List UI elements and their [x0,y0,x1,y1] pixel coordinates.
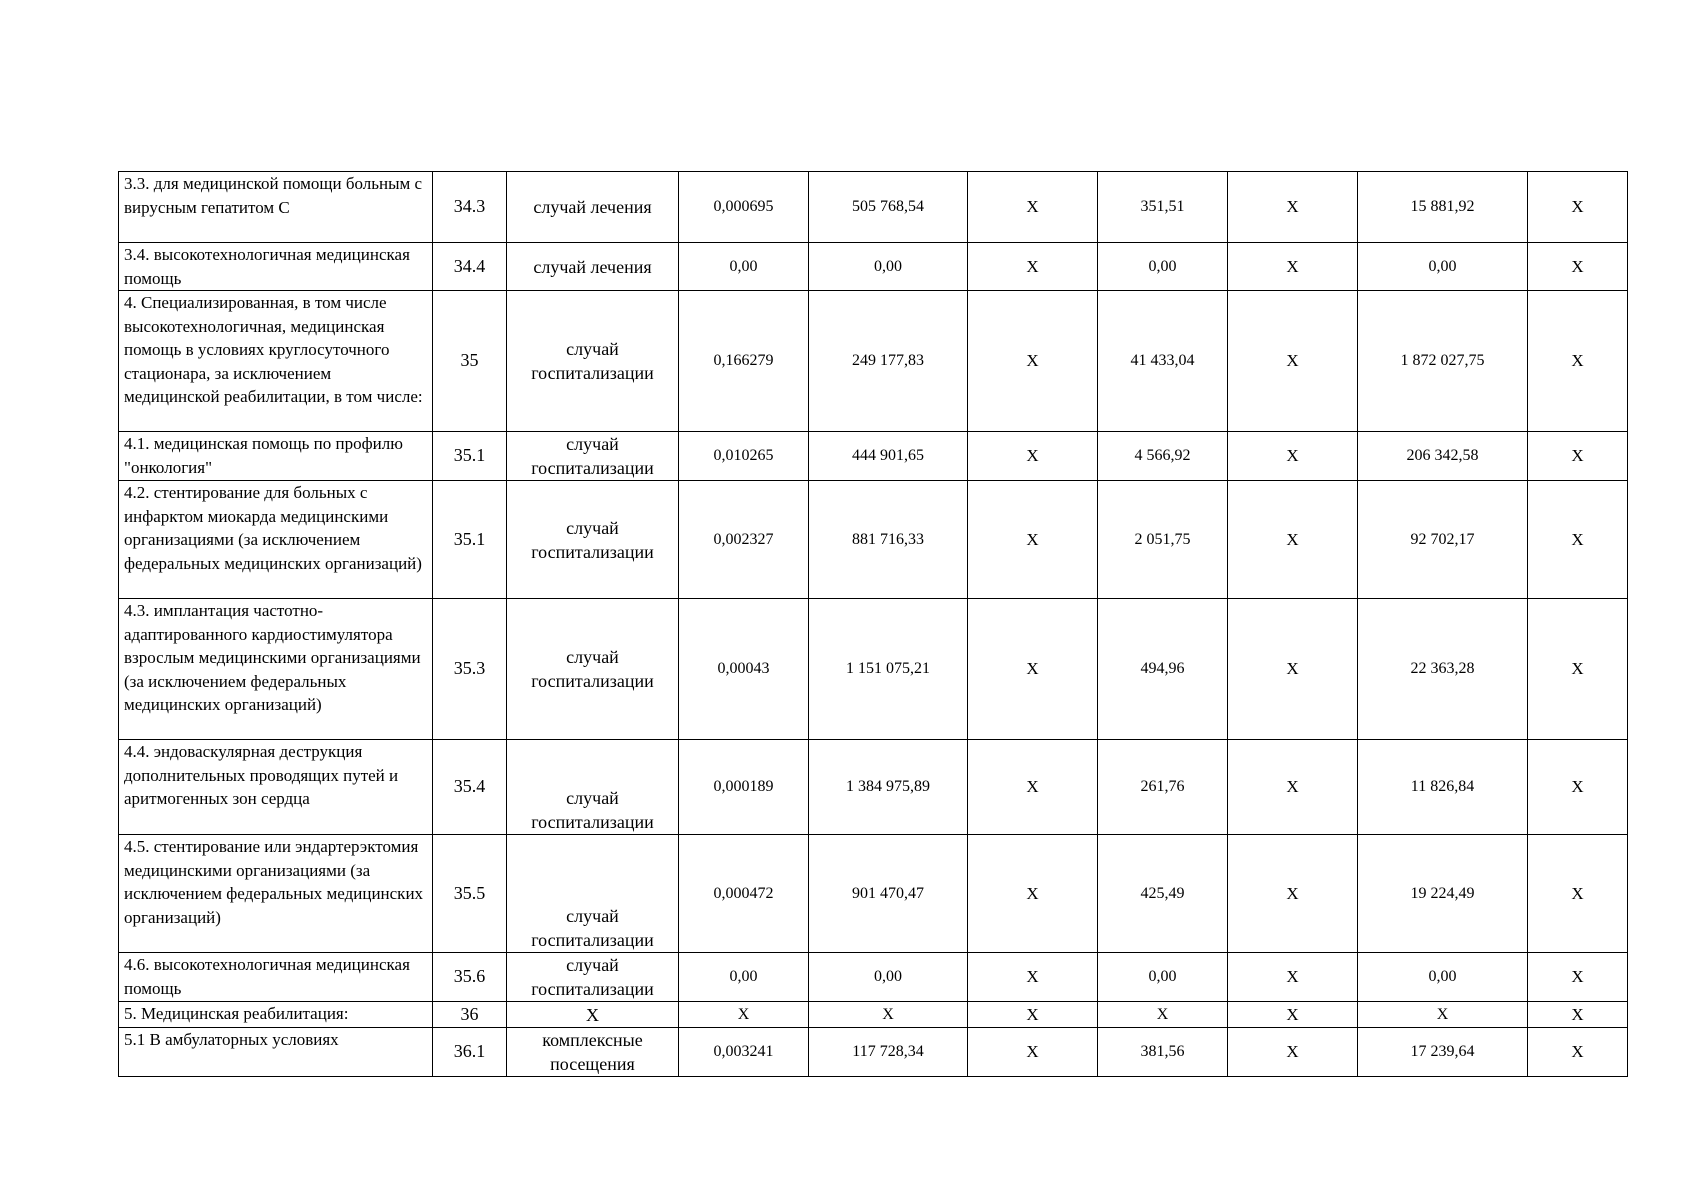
row-value-1: 0,000472 [679,835,809,953]
row-value-1: 0,166279 [679,291,809,432]
row-value-7: X [1528,835,1628,953]
row-value-4: 2 051,75 [1098,481,1228,599]
table-row [119,243,1628,291]
table-row [119,291,1628,432]
row-value-2: 249 177,83 [809,291,968,432]
row-value-3: X [968,1002,1098,1028]
row-value-7: X [1528,953,1628,1002]
row-value-2: 0,00 [809,243,968,291]
row-value-1: 0,00 [679,243,809,291]
row-value-5: X [1228,740,1358,835]
row-value-6: 1 872 027,75 [1358,291,1528,432]
row-unit: случай госпитализации [507,599,679,740]
row-code: 35.6 [433,953,507,1002]
row-value-2: 1 384 975,89 [809,740,968,835]
row-value-1: 0,000695 [679,172,809,243]
row-name: 4.6. высокотехнологичная медицинская помощь [119,953,433,1002]
row-value-3: X [968,243,1098,291]
row-name: 4.5. стентирование или эндартерэктомия медицинскими организациями (за исключением федеральных медицинских организаций) [119,835,433,953]
row-value-3: X [968,740,1098,835]
row-value-7: X [1528,432,1628,481]
row-value-7: X [1528,599,1628,740]
row-value-2: 901 470,47 [809,835,968,953]
row-value-5: X [1228,835,1358,953]
row-code: 35.3 [433,599,507,740]
row-name: 4.2. стентирование для больных с инфарктом миокарда медицинскими организациями (за исключением федеральных медицинских организаций) [119,481,433,599]
row-value-4: 0,00 [1098,243,1228,291]
row-value-3: X [968,953,1098,1002]
row-value-7: X [1528,1028,1628,1077]
row-value-3: X [968,835,1098,953]
row-value-5: X [1228,481,1358,599]
row-value-7: X [1528,1002,1628,1028]
row-value-7: X [1528,291,1628,432]
row-value-3: X [968,172,1098,243]
row-value-5: X [1228,1002,1358,1028]
row-value-6: 0,00 [1358,953,1528,1002]
table-row [119,172,1628,243]
row-name: 5.1 В амбулаторных условиях [119,1028,433,1077]
row-value-4: 381,56 [1098,1028,1228,1077]
row-value-5: X [1228,1028,1358,1077]
row-unit: случай госпитализации [507,740,679,835]
row-code: 36.1 [433,1028,507,1077]
row-value-1: 0,00043 [679,599,809,740]
row-unit: случай лечения [507,243,679,291]
row-unit: случай госпитализации [507,953,679,1002]
row-value-5: X [1228,599,1358,740]
row-value-2: 881 716,33 [809,481,968,599]
row-value-5: X [1228,172,1358,243]
row-value-2: 0,00 [809,953,968,1002]
row-value-4: 261,76 [1098,740,1228,835]
row-value-6: X [1358,1002,1528,1028]
row-value-2: 444 901,65 [809,432,968,481]
row-value-4: 494,96 [1098,599,1228,740]
row-code: 35.1 [433,481,507,599]
row-value-5: X [1228,432,1358,481]
row-value-3: X [968,1028,1098,1077]
row-value-4: 0,00 [1098,953,1228,1002]
row-value-6: 22 363,28 [1358,599,1528,740]
row-value-1: 0,000189 [679,740,809,835]
table-row [119,835,1628,953]
row-value-6: 92 702,17 [1358,481,1528,599]
row-value-5: X [1228,953,1358,1002]
row-value-7: X [1528,481,1628,599]
row-value-1: 0,002327 [679,481,809,599]
row-unit: случай госпитализации [507,432,679,481]
row-value-2: 505 768,54 [809,172,968,243]
row-code: 35.4 [433,740,507,835]
table-row [119,432,1628,481]
row-unit: X [507,1002,679,1028]
row-code: 35.1 [433,432,507,481]
row-unit: комплексные посещения [507,1028,679,1077]
row-name: 4.1. медицинская помощь по профилю "онкология" [119,432,433,481]
row-value-3: X [968,432,1098,481]
row-value-7: X [1528,740,1628,835]
row-code: 34.3 [433,172,507,243]
row-value-4: 351,51 [1098,172,1228,243]
row-value-6: 15 881,92 [1358,172,1528,243]
row-value-7: X [1528,172,1628,243]
row-name: 5. Медицинская реабилитация: [119,1002,433,1028]
row-value-3: X [968,481,1098,599]
row-name: 3.3. для медицинской помощи больным с вирусным гепатитом С [119,172,433,243]
row-value-6: 11 826,84 [1358,740,1528,835]
row-value-4: 4 566,92 [1098,432,1228,481]
table-row [119,599,1628,740]
row-value-1: X [679,1002,809,1028]
row-value-6: 19 224,49 [1358,835,1528,953]
row-name: 3.4. высокотехнологичная медицинская помощь [119,243,433,291]
row-name: 4.4. эндоваскулярная деструкция дополнительных проводящих путей и аритмогенных зон сердца [119,740,433,835]
row-unit: случай госпитализации [507,835,679,953]
table-body [119,172,1628,1077]
row-unit: случай госпитализации [507,481,679,599]
row-name: 4.3. имплантация частотно-адаптированного кардиостимулятора взрослым медицинскими организациями (за исключением федеральных медицинских организаций) [119,599,433,740]
row-value-1: 0,003241 [679,1028,809,1077]
row-value-6: 0,00 [1358,243,1528,291]
row-value-6: 17 239,64 [1358,1028,1528,1077]
row-value-4: 41 433,04 [1098,291,1228,432]
table-row [119,1028,1628,1077]
row-value-2: 117 728,34 [809,1028,968,1077]
table-row [119,953,1628,1002]
row-value-3: X [968,599,1098,740]
row-value-2: X [809,1002,968,1028]
table-row [119,481,1628,599]
row-name: 4. Специализированная, в том числе высокотехнологичная, медицинская помощь в условиях круглосуточного стационара, за исключением медицинской реабилитации, в том числе: [119,291,433,432]
row-value-7: X [1528,243,1628,291]
row-value-1: 0,010265 [679,432,809,481]
row-code: 36 [433,1002,507,1028]
row-code: 35 [433,291,507,432]
table-row [119,1002,1628,1028]
table-row [119,740,1628,835]
row-value-5: X [1228,291,1358,432]
row-value-2: 1 151 075,21 [809,599,968,740]
row-value-6: 206 342,58 [1358,432,1528,481]
row-unit: случай лечения [507,172,679,243]
row-value-3: X [968,291,1098,432]
row-value-5: X [1228,243,1358,291]
row-value-4: 425,49 [1098,835,1228,953]
row-code: 35.5 [433,835,507,953]
row-value-1: 0,00 [679,953,809,1002]
row-unit: случай госпитализации [507,291,679,432]
data-table [118,171,1628,1077]
row-value-4: X [1098,1002,1228,1028]
row-code: 34.4 [433,243,507,291]
